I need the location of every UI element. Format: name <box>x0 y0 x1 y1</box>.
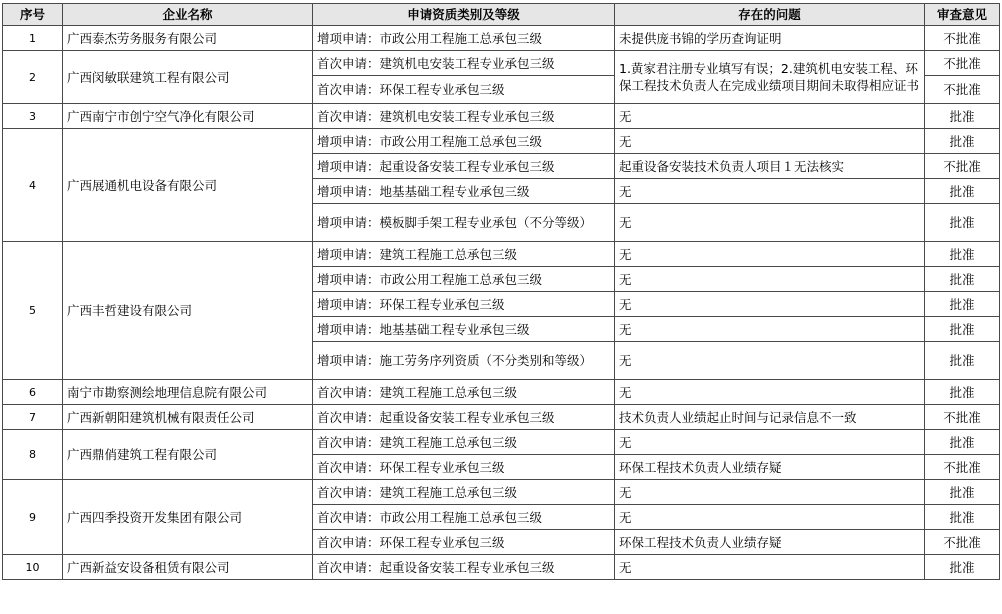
company-name: 南宁市勘察测绘地理信息院有限公司 <box>63 380 313 405</box>
review-result: 批准 <box>925 505 1000 530</box>
issue-text: 无 <box>615 342 925 380</box>
row-number: 6 <box>3 380 63 405</box>
review-result: 不批准 <box>925 26 1000 51</box>
application-type: 首次申请：建筑机电安装工程专业承包三级 <box>313 51 615 76</box>
row-number: 8 <box>3 430 63 480</box>
issue-text: 无 <box>615 480 925 505</box>
application-type: 增项申请：市政公用工程施工总承包三级 <box>313 129 615 154</box>
application-type: 首次申请：建筑工程施工总承包三级 <box>313 480 615 505</box>
review-result: 批准 <box>925 292 1000 317</box>
company-name: 广西丰哲建设有限公司 <box>63 242 313 380</box>
review-result: 批准 <box>925 380 1000 405</box>
review-result: 不批准 <box>925 154 1000 179</box>
application-type: 增项申请：环保工程专业承包三级 <box>313 292 615 317</box>
header-no: 序号 <box>3 4 63 26</box>
company-name: 广西新朝阳建筑机械有限责任公司 <box>63 405 313 430</box>
issue-text: 无 <box>615 292 925 317</box>
table-row <box>3 26 1000 51</box>
issue-text: 无 <box>615 242 925 267</box>
table-row <box>3 555 1000 580</box>
issue-text: 无 <box>615 555 925 580</box>
review-result: 批准 <box>925 480 1000 505</box>
issue-text: 无 <box>615 317 925 342</box>
header-company: 企业名称 <box>63 4 313 26</box>
row-number: 4 <box>3 129 63 242</box>
review-result: 批准 <box>925 179 1000 204</box>
review-result: 不批准 <box>925 455 1000 480</box>
application-type: 首次申请：建筑机电安装工程专业承包三级 <box>313 104 615 129</box>
header-application: 申请资质类别及等级 <box>313 4 615 26</box>
issue-text: 无 <box>615 430 925 455</box>
header-result: 审查意见 <box>925 4 1000 26</box>
review-result: 批准 <box>925 555 1000 580</box>
application-type: 增项申请：模板脚手架工程专业承包（不分等级） <box>313 204 615 242</box>
issue-text: 1.黄家君注册专业填写有误；2.建筑机电安装工程、环保工程技术负责人在完成业绩项目期间未取得相应证书 <box>615 51 925 104</box>
application-type: 增项申请：市政公用工程施工总承包三级 <box>313 26 615 51</box>
row-number: 9 <box>3 480 63 555</box>
table-row <box>3 380 1000 405</box>
review-result: 批准 <box>925 342 1000 380</box>
review-result: 不批准 <box>925 405 1000 430</box>
review-result: 批准 <box>925 204 1000 242</box>
company-name: 广西鼎俏建筑工程有限公司 <box>63 430 313 480</box>
review-result: 批准 <box>925 430 1000 455</box>
company-name: 广西泰杰劳务服务有限公司 <box>63 26 313 51</box>
application-type: 增项申请：施工劳务序列资质（不分类别和等级） <box>313 342 615 380</box>
company-name: 广西南宁市创宁空气净化有限公司 <box>63 104 313 129</box>
row-number: 10 <box>3 555 63 580</box>
row-number: 1 <box>3 26 63 51</box>
application-type: 增项申请：地基基础工程专业承包三级 <box>313 317 615 342</box>
review-result: 不批准 <box>925 76 1000 104</box>
company-name: 广西新益安设备租赁有限公司 <box>63 555 313 580</box>
review-result: 不批准 <box>925 530 1000 555</box>
header-issue: 存在的问题 <box>615 4 925 26</box>
review-result: 批准 <box>925 267 1000 292</box>
application-type: 增项申请：地基基础工程专业承包三级 <box>313 179 615 204</box>
row-number: 5 <box>3 242 63 380</box>
table-row <box>3 405 1000 430</box>
issue-text: 技术负责人业绩起止时间与记录信息不一致 <box>615 405 925 430</box>
issue-text: 起重设备安装技术负责人项目１无法核实 <box>615 154 925 179</box>
issue-text: 无 <box>615 104 925 129</box>
issue-text: 无 <box>615 204 925 242</box>
row-number: 2 <box>3 51 63 104</box>
application-type: 首次申请：市政公用工程施工总承包三级 <box>313 505 615 530</box>
review-result: 批准 <box>925 104 1000 129</box>
qualification-review-table <box>2 3 1000 580</box>
table-row <box>3 104 1000 129</box>
table-row <box>3 480 1000 505</box>
application-type: 首次申请：环保工程专业承包三级 <box>313 76 615 104</box>
row-number: 3 <box>3 104 63 129</box>
review-result: 批准 <box>925 317 1000 342</box>
application-type: 增项申请：起重设备安装工程专业承包三级 <box>313 154 615 179</box>
table-row <box>3 51 1000 76</box>
application-type: 首次申请：建筑工程施工总承包三级 <box>313 380 615 405</box>
table-row <box>3 430 1000 455</box>
review-result: 不批准 <box>925 51 1000 76</box>
review-result: 批准 <box>925 129 1000 154</box>
application-type: 增项申请：市政公用工程施工总承包三级 <box>313 267 615 292</box>
issue-text: 未提供庞书锦的学历查询证明 <box>615 26 925 51</box>
table-row <box>3 129 1000 154</box>
issue-text: 无 <box>615 129 925 154</box>
row-number: 7 <box>3 405 63 430</box>
issue-text: 无 <box>615 505 925 530</box>
table-row <box>3 242 1000 267</box>
issue-text: 无 <box>615 380 925 405</box>
issue-text: 环保工程技术负责人业绩存疑 <box>615 455 925 480</box>
application-type: 首次申请：环保工程专业承包三级 <box>313 530 615 555</box>
company-name: 广西展通机电设备有限公司 <box>63 129 313 242</box>
header-row <box>3 4 1000 26</box>
application-type: 增项申请：建筑工程施工总承包三级 <box>313 242 615 267</box>
review-result: 批准 <box>925 242 1000 267</box>
issue-text: 环保工程技术负责人业绩存疑 <box>615 530 925 555</box>
application-type: 首次申请：起重设备安装工程专业承包三级 <box>313 405 615 430</box>
company-name: 广西四季投资开发集团有限公司 <box>63 480 313 555</box>
issue-text: 无 <box>615 179 925 204</box>
application-type: 首次申请：建筑工程施工总承包三级 <box>313 430 615 455</box>
application-type: 首次申请：环保工程专业承包三级 <box>313 455 615 480</box>
company-name: 广西闵敏联建筑工程有限公司 <box>63 51 313 104</box>
issue-text: 无 <box>615 267 925 292</box>
application-type: 首次申请：起重设备安装工程专业承包三级 <box>313 555 615 580</box>
